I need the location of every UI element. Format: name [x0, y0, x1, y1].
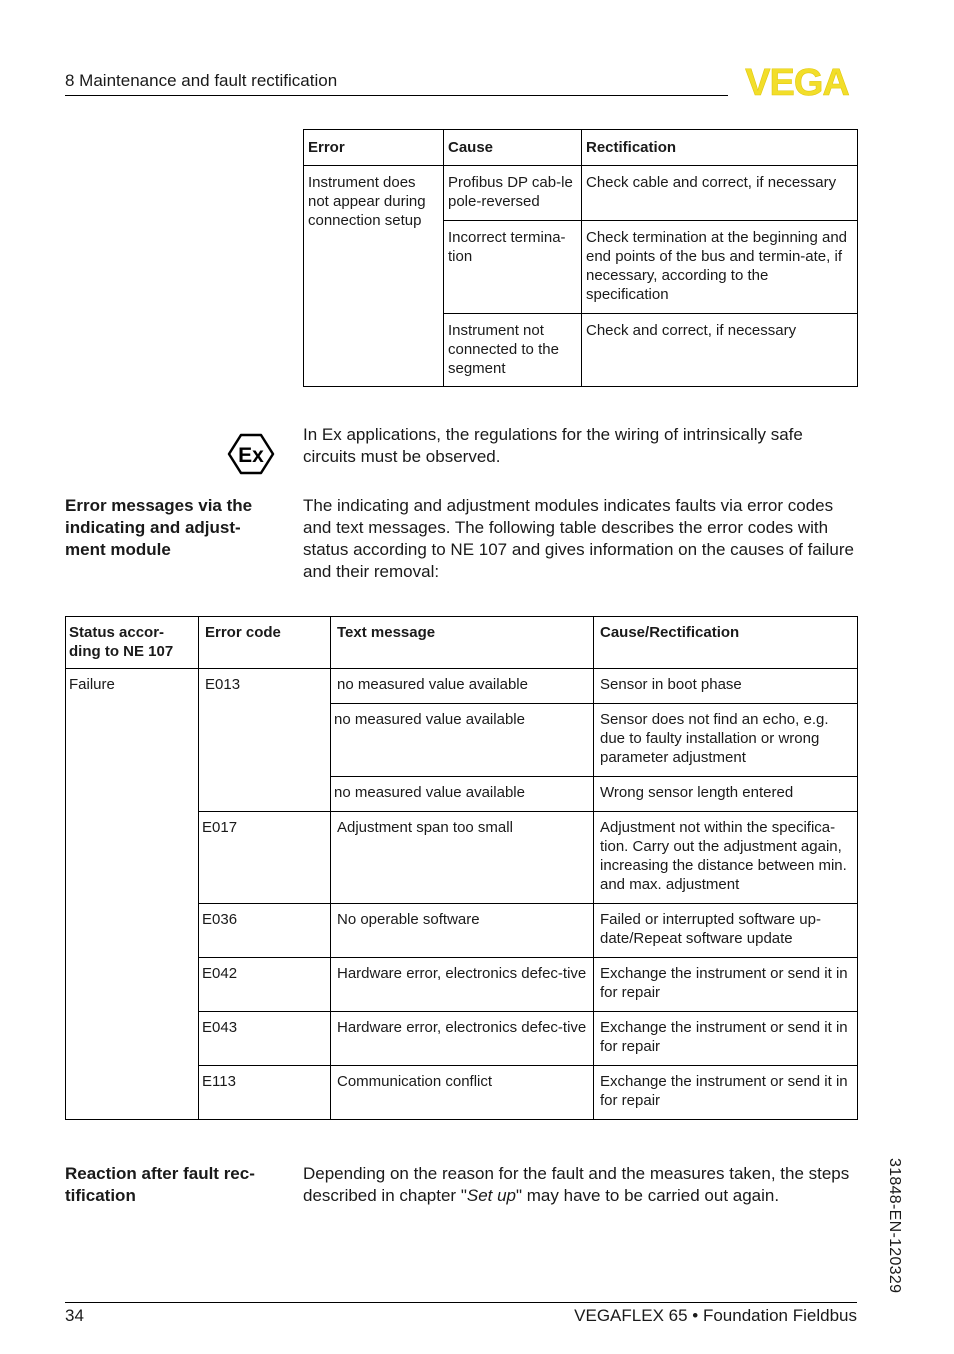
column-header-error-code: Error code	[199, 617, 331, 669]
document-number: 31848-EN-120329	[886, 1158, 903, 1294]
error-code-table	[65, 616, 858, 1120]
column-header-cause-rectification: Cause/Rectification	[594, 617, 858, 669]
column-header-rectification: Rectification	[582, 130, 858, 166]
table-header-row	[66, 617, 858, 669]
fault-table	[303, 129, 858, 387]
rectification-cell: Check and correct, if necessary	[582, 314, 858, 387]
cause-cell: Exchange the instrument or send it in for repair	[594, 1012, 858, 1066]
column-header-error: Error	[304, 130, 444, 166]
cause-cell: Sensor in boot phase	[594, 669, 858, 704]
error-messages-heading: Error messages via the indicating and adjust-ment module	[65, 496, 253, 559]
text-message-cell: No operable software	[331, 904, 594, 958]
cause-cell: Profibus DP cab-le pole-reversed	[444, 166, 582, 221]
page-number: 34	[65, 1306, 84, 1325]
text-message-cell: Hardware error, electronics defec-tive	[331, 1012, 594, 1066]
error-cell: Instrument does not appear during connection setup	[304, 166, 444, 387]
reaction-text-end: " may have to be carried out again.	[516, 1186, 780, 1205]
error-code-cell: E043	[199, 1012, 331, 1066]
text-message-cell: no measured value available	[331, 777, 594, 812]
table-row	[66, 669, 858, 704]
product-title: VEGAFLEX 65 • Foundation Fieldbus	[574, 1306, 857, 1325]
ex-note-text: In Ex applications, the regulations for the wiring of intrinsically safe circuits must be observed.	[303, 425, 803, 466]
cause-cell: Exchange the instrument or send it in for repair	[594, 958, 858, 1012]
cause-cell: Adjustment not within the specifica-tion. Carry out the adjustment again, increasing the distance between min. and max. adjustment	[594, 812, 858, 904]
text-message-cell: Adjustment span too small	[331, 812, 594, 904]
column-header-text-message: Text message	[331, 617, 594, 669]
error-code-cell: E036	[199, 904, 331, 958]
column-header-cause: Cause	[444, 130, 582, 166]
error-code-cell: E013	[199, 669, 331, 812]
vega-logo	[736, 66, 858, 98]
text-message-cell: no measured value available	[331, 669, 594, 704]
header-divider	[65, 95, 728, 96]
cause-cell: Instrument not connected to the segment	[444, 314, 582, 387]
error-code-cell: E017	[199, 812, 331, 904]
table-header-row	[304, 130, 858, 166]
error-code-cell: E113	[199, 1066, 331, 1120]
error-code-cell: E042	[199, 958, 331, 1012]
cause-cell: Sensor does not find an echo, e.g. due to faulty installation or wrong parameter adjustment	[594, 704, 858, 777]
table-row	[304, 166, 858, 221]
rectification-cell: Check termination at the beginning and end points of the bus and termin-ate, if necessary, according to the specification	[582, 221, 858, 314]
reaction-heading: Reaction after fault rec-tification	[65, 1164, 255, 1205]
text-message-cell: Communication conflict	[331, 1066, 594, 1120]
reaction-text	[303, 1163, 863, 1207]
error-messages-text: The indicating and adjustment modules indicates faults via error codes and text messages. The following table describes the error codes with status according to NE 107 and gives information on the causes of failure and their removal:	[303, 496, 854, 581]
status-cell: Failure	[66, 669, 199, 1120]
column-header-status: Status accor-ding to NE 107	[66, 617, 199, 669]
section-header: 8 Maintenance and fault rectification	[65, 71, 338, 90]
rectification-cell: Check cable and correct, if necessary	[582, 166, 858, 221]
cause-cell: Wrong sensor length entered	[594, 777, 858, 812]
cause-cell: Exchange the instrument or send it in for repair	[594, 1066, 858, 1120]
svg-text:VEGA: VEGA	[745, 66, 849, 98]
text-message-cell: Hardware error, electronics defec-tive	[331, 958, 594, 1012]
cause-cell: Incorrect termina-tion	[444, 221, 582, 314]
chapter-reference: Set up	[466, 1186, 517, 1205]
reaction-text-start: Depending on the reason for the fault and the measures taken, the steps described in chapter "	[303, 1164, 850, 1205]
text-message-cell: no measured value available	[331, 704, 594, 777]
svg-text:Ex: Ex	[238, 444, 264, 467]
ex-icon	[227, 433, 275, 475]
cause-cell: Failed or interrupted software up-date/Repeat software update	[594, 904, 858, 958]
footer-divider	[65, 1302, 857, 1303]
